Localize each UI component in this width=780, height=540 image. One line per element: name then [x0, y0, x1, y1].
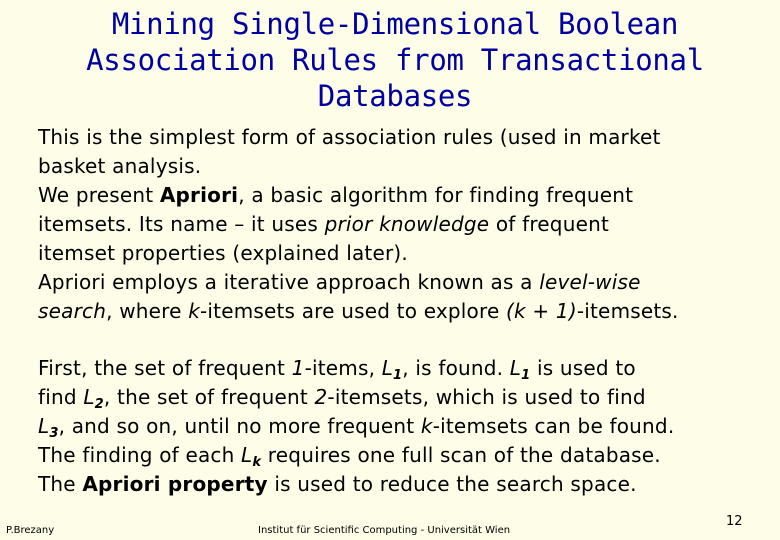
text-line: [38, 354, 773, 383]
term-k: k: [188, 299, 200, 323]
subscript: k: [252, 455, 262, 470]
term-apriori-property: Apriori property: [82, 472, 268, 496]
subscript: 3: [49, 426, 59, 441]
term-L: L: [509, 356, 522, 380]
text-run: itemsets. Its name – it uses: [38, 212, 325, 236]
term-L: L: [83, 385, 95, 409]
text-line: basket analysis.: [38, 154, 202, 178]
term-search: search: [38, 299, 107, 323]
text-run: We present: [38, 183, 160, 207]
text-run: -itemsets are used to explore: [199, 299, 507, 323]
text-run: , where: [106, 299, 189, 323]
text-line: [38, 412, 773, 441]
text-run: -items,: [304, 356, 382, 380]
subscript: 1: [393, 368, 403, 383]
title-line-1: Mining Single-Dimensional Boolean: [111, 7, 679, 41]
text-run: requires one full scan of the database.: [261, 443, 661, 467]
text-line: itemset properties (explained later).: [38, 241, 408, 265]
term-prior-knowledge: prior knowledge: [324, 212, 490, 236]
term-level-wise: level-wise: [539, 270, 641, 294]
text-run: , a basic algorithm for finding frequent: [238, 183, 634, 207]
text-run: , and so on, until no more frequent: [58, 414, 421, 438]
text-line: [38, 383, 773, 412]
footer-author: P.Brezany: [6, 525, 55, 536]
text-line: [38, 181, 773, 210]
term-2: 2: [314, 385, 328, 409]
text-run: is used to: [530, 356, 636, 380]
subscript: 1: [521, 368, 531, 383]
footer-institute: Institut für Scientific Computing - Universität Wien: [258, 525, 511, 536]
paragraph-level-wise: [38, 354, 773, 499]
text-run: find: [38, 385, 84, 409]
text-line: [38, 268, 773, 297]
slide-title: [0, 6, 780, 114]
text-run: , is found.: [402, 356, 510, 380]
text-line: [38, 210, 773, 239]
page-number: 12: [726, 514, 743, 529]
title-line-2: Association Rules from Transactional: [86, 43, 704, 77]
text-run: is used to reduce the search space.: [267, 472, 637, 496]
paragraph-intro: [38, 123, 773, 326]
term-L: L: [381, 356, 394, 380]
text-line: [38, 297, 773, 326]
term-apriori: Apriori: [159, 183, 239, 207]
text-run: -itemsets, which is used to find: [327, 385, 646, 409]
term-k-plus-1: (k + 1): [506, 299, 577, 323]
title-line-3: Databases: [317, 79, 473, 113]
term-L: L: [38, 414, 50, 438]
text-run: The: [38, 472, 83, 496]
subscript: 2: [94, 397, 104, 412]
term-L: L: [241, 443, 253, 467]
text-run: First, the set of frequent: [38, 356, 292, 380]
text-line: [38, 441, 773, 470]
term-1: 1: [291, 356, 305, 380]
text-line: This is the simplest form of association rules (used in market: [38, 125, 661, 149]
text-line: [38, 470, 773, 499]
text-run: of frequent: [489, 212, 609, 236]
text-run: Apriori employs a iterative approach known as a: [38, 270, 540, 294]
text-run: , the set of frequent: [103, 385, 315, 409]
text-run: -itemsets can be found.: [432, 414, 675, 438]
text-run: The finding of each: [38, 443, 242, 467]
term-k: k: [420, 414, 433, 438]
text-run: -itemsets.: [576, 299, 679, 323]
